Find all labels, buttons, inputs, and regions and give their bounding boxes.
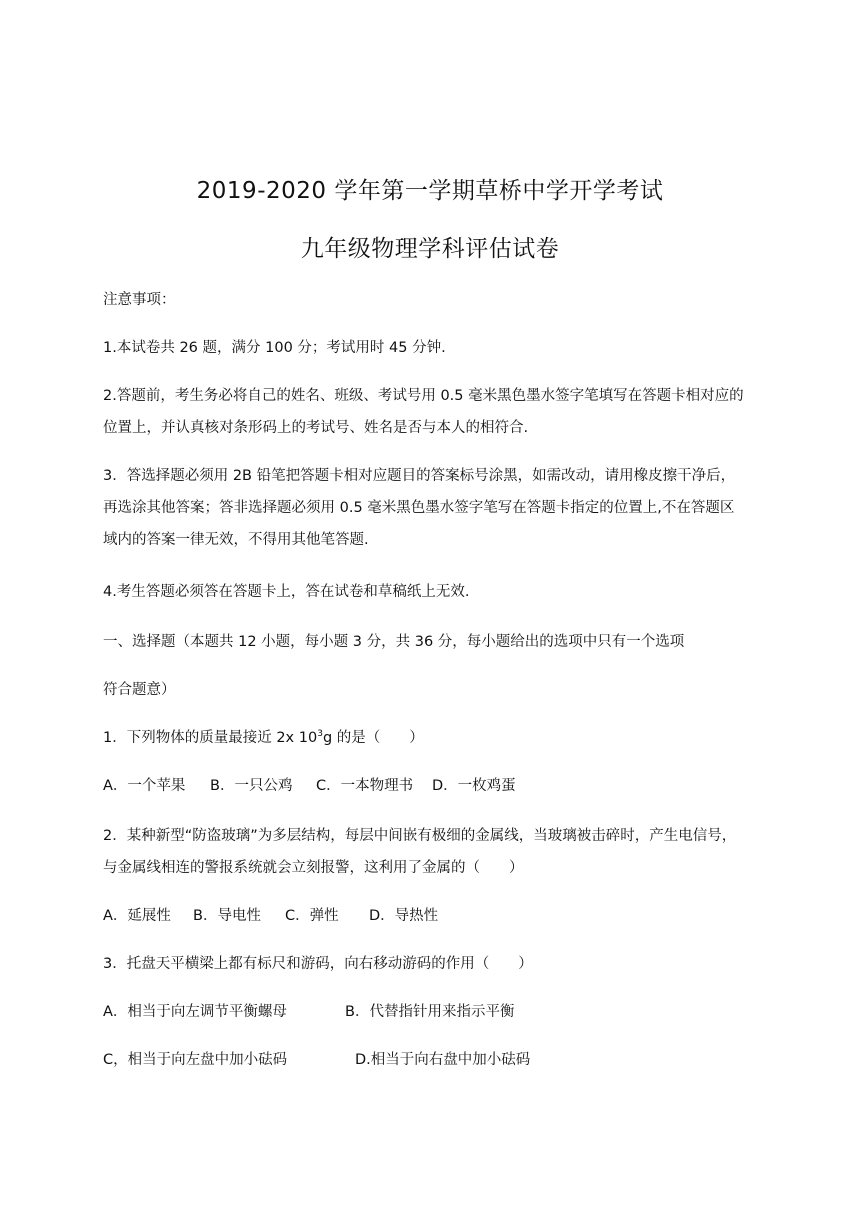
question-3-stem: 3．托盘天平横梁上都有标尺和游码，向右移动游码的作用（ ） [103, 956, 533, 972]
note-item-2-line-1: 2.答题前，考生务必将自己的姓名、班级、考试号用 0.5 毫米黑色墨水签字笔填写在答题卡相对应的 [103, 388, 744, 404]
question-3-option-d: D.相当于向右盘中加小砝码 [355, 1052, 531, 1068]
question-2-option-d: D．导热性 [369, 908, 439, 924]
notes-heading: 注意事项： [103, 292, 176, 308]
note-item-3-line-3: 域内的答案一律无效，不得用其他笔答题. [103, 532, 369, 548]
exam-title: 2019-2020 学年第一学期草桥中学开学考试 [196, 178, 664, 204]
question-3-option-c: C，相当于向左盘中加小砝码 [103, 1052, 288, 1068]
question-2-stem-line-2: 与金属线相连的警报系统就会立刻报警，这利用了金属的（ ） [103, 860, 524, 876]
question-1-option-c: C．一本物理书 [316, 778, 414, 794]
question-3-options-row-2 [103, 1050, 763, 1070]
question-3-option-a: A．相当于向左调节平衡螺母 [103, 1004, 287, 1020]
question-3-options-row-1 [103, 1002, 763, 1022]
question-1-stem-exponent: 3 [317, 729, 323, 740]
note-item-3-line-2: 再选涂其他答案；答非选择题必须用 0.5 毫米黑色墨水签字笔写在答题卡指定的位置上,不在答题区 [103, 500, 735, 516]
question-3-option-b: B．代替指针用来指示平衡 [345, 1004, 515, 1020]
question-2-option-c: C．弹性 [285, 908, 339, 924]
question-2-option-a: A．延展性 [103, 908, 171, 924]
exam-subtitle: 九年级物理学科评估试卷 [300, 236, 560, 262]
question-1-stem [103, 728, 763, 748]
question-2-option-b: B．导电性 [193, 908, 261, 924]
note-item-3-line-1: 3．答选择题必须用 2B 铅笔把答题卡相对应题目的答案标号涂黑，如需改动，请用橡皮擦干净后， [103, 468, 736, 484]
question-1-option-a: A．一个苹果 [103, 778, 186, 794]
note-item-1: 1.本试卷共 26 题，满分 100 分；考试用时 45 分钟. [103, 340, 446, 356]
section-heading-line-1: 一、选择题（本题共 12 小题，每小题 3 分，共 36 分，每小题给出的选项中只有一个选项 [103, 634, 685, 650]
question-2-stem-line-1: 2．某种新型“防盗玻璃”为多层结构，每层中间嵌有极细的金属线，当玻璃被击碎时，产生电信号， [103, 828, 737, 844]
note-item-4: 4.考生答题必须答在答题卡上，答在试卷和草稿纸上无效. [103, 584, 470, 600]
question-1-options [103, 776, 763, 796]
question-1-stem-pre: 1．下列物体的质量最接近 2x 10 [103, 730, 318, 746]
question-1-option-b: B．一只公鸡 [210, 778, 293, 794]
question-1-stem-post: g 的是（ ） [322, 730, 424, 746]
question-2-options [103, 906, 763, 926]
question-1-option-d: D．一枚鸡蛋 [432, 778, 516, 794]
note-item-2-line-2: 位置上，并认真核对条形码上的考试号、姓名是否与本人的相符合. [103, 420, 529, 436]
section-heading-line-2: 符合题意） [103, 682, 176, 698]
